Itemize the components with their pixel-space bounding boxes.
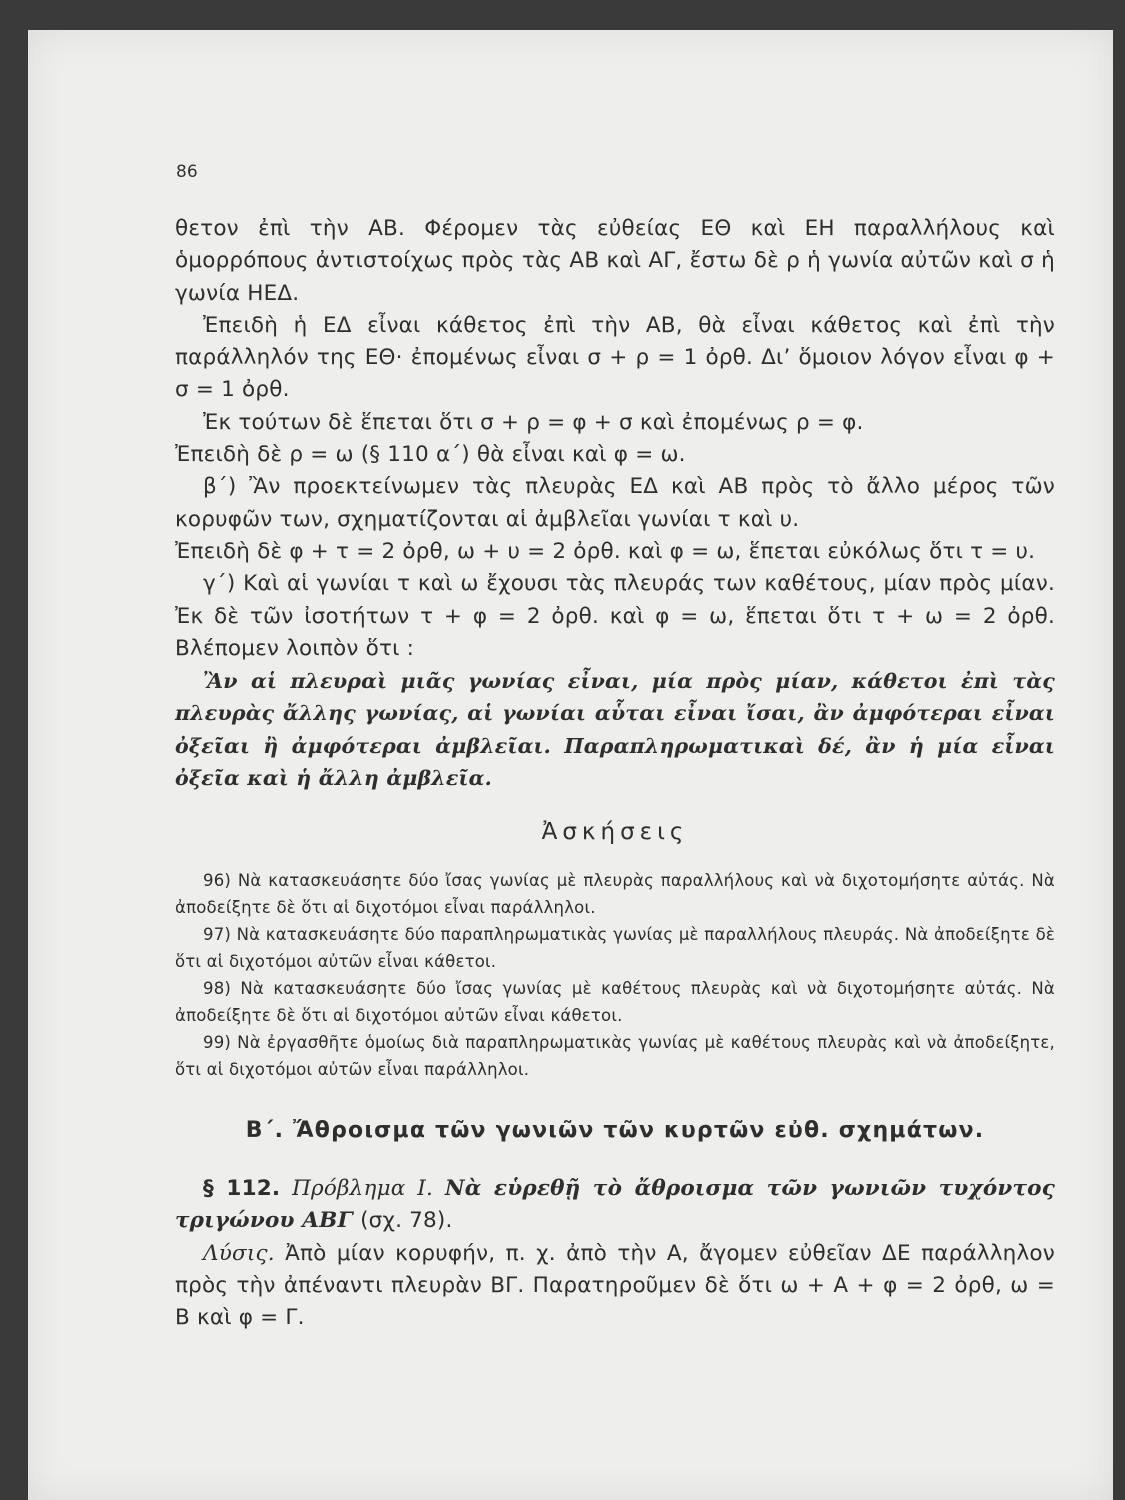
page-number: 86 — [176, 162, 198, 182]
theorem-statement: Ἂν αἱ πλευραὶ μιᾶς γωνίας εἶναι, μία πρὸς μίαν, κάθετοι ἐπὶ τὰς πλευρὰς ἄλλης γωνίας, αἱ γωνίαι αὗται εἶναι ἴσαι, ἂν ἀμφότεραι εἶναι ὀξεῖαι ἢ ἀμφότεραι ἀμβλεῖαι. Παραπληρωματικαὶ δέ, ἂν ἡ μία εἶναι ὀξεῖα καὶ ἡ ἄλλη ἀμβλεῖα. — [175, 669, 1055, 791]
exercise-item: 98) Νὰ κατασκευάσητε δύο ἴσας γωνίας μὲ καθέτους πλευρὰς καὶ νὰ διχοτομήσητε αὐτάς. Νὰ ἀποδείξητε δὲ ὅτι αἱ διχοτόμοι αὐτῶν εἶναι κάθετοι. — [175, 978, 1055, 1025]
paragraph: Ἐκ τούτων δὲ ἕπεται ὅτι σ + ρ = φ + σ καὶ ἐπομένως ρ = φ. — [203, 409, 864, 435]
book-page — [28, 30, 1113, 1500]
section-title: Β΄. Ἄθροισμα τῶν γωνιῶν τῶν κυρτῶν εὐθ. σχημάτων. — [245, 1117, 985, 1143]
problem-statement — [175, 1173, 1055, 1238]
solution-text: Ἀπὸ μίαν κορυφήν, π. χ. ἀπὸ τὴν Α, ἄγομεν εὐθεῖαν ΔΕ παράλληλον πρὸς τὴν ἀπέναντι πλευρὰν ΒΓ. Παρατηροῦμεν δὲ ὅτι ω + Α + φ = 2 ὀρθ, ω = Β καὶ φ = Γ. — [175, 1240, 1055, 1331]
solution-label: Λύσις. — [203, 1240, 275, 1266]
problem-text: Νὰ εὑρεθῇ τὸ ἄθροισμα τῶν γωνιῶν τυχόντος τριγώνου ΑΒΓ — [175, 1175, 1055, 1234]
exercise-item: 96) Νὰ κατασκευάσητε δύο ἴσας γωνίας μὲ πλευρὰς παραλλήλους καὶ νὰ διχοτομήσητε αὐτάς. Νὰ ἀποδείξητε δὲ ὅτι αἱ διχοτόμοι εἶναι παράλληλοι. — [175, 870, 1055, 917]
problem-number: § 112. — [203, 1175, 281, 1201]
exercise-item: 99) Νὰ ἐργασθῆτε ὁμοίως διὰ παραπληρωματικὰς γωνίας μὲ καθέτους πλευρὰς καὶ νὰ ἀποδείξητε, ὅτι αἱ διχοτόμοι αὐτῶν εἶναι παράλληλοι. — [175, 1032, 1055, 1079]
paragraph: Ἐπειδὴ δὲ ρ = ω (§ 110 α΄) θὰ εἶναι καὶ φ = ω. — [175, 442, 686, 468]
paragraph: Ἐπειδὴ ἡ ΕΔ εἶναι κάθετος ἐπὶ τὴν ΑΒ, θὰ εἶναι κάθετος καὶ ἐπὶ τὴν παράλληλόν της ΕΘ· ἐπομένως εἶναι σ + ρ = 1 ὀρθ. Δι’ ὅμοιον λόγον εἶναι φ + σ = 1 ὀρθ. — [175, 312, 1055, 403]
figure-reference: (σχ. 78). — [360, 1208, 453, 1234]
paragraph: γ΄) Καὶ αἱ γωνίαι τ καὶ ω ἔχουσι τὰς πλευράς των καθέτους, μίαν πρὸς μίαν. Ἐκ δὲ τῶν ἰσοτήτων τ + φ = 2 ὀρθ. καὶ φ = ω, ἕπεται ὅτι τ + ω = 2 ὀρθ. Βλέπομεν λοιπὸν ὅτι : — [175, 571, 1055, 661]
paragraph: θετον ἐπὶ τὴν ΑΒ. Φέρομεν τὰς εὐθείας ΕΘ καὶ ΕΗ παραλλήλους καὶ ὁμορρόπους ἀντιστοίχως πρὸς τὰς ΑΒ καὶ ΑΓ, ἔστω δὲ ρ ἡ γωνία αὐτῶν καὶ σ ἡ γωνία ΗΕΔ. — [175, 216, 1055, 306]
paragraph: Ἐπειδὴ δὲ φ + τ = 2 ὀρθ, ω + υ = 2 ὀρθ. καὶ φ = ω, ἕπεται εὐκόλως ὅτι τ = υ. — [175, 538, 1036, 564]
page-body — [175, 213, 1055, 1334]
problem-label: Πρόβλημα Ι. — [292, 1175, 434, 1201]
solution-paragraph — [175, 1238, 1055, 1335]
exercises-heading: Ἀσκήσεις — [541, 819, 689, 846]
paragraph: β΄) Ἂν προεκτείνωμεν τὰς πλευρὰς ΕΔ καὶ ΑΒ πρὸς τὸ ἄλλο μέρος τῶν κορυφῶν των, σχηματίζονται αἱ ἀμβλεῖαι γωνίαι τ καὶ υ. — [175, 474, 1055, 532]
exercise-item: 97) Νὰ κατασκευάσητε δύο παραπληρωματικὰς γωνίας μὲ παραλλήλους πλευράς. Νὰ ἀποδείξητε δὲ ὅτι αἱ διχοτόμοι αὐτῶν εἶναι κάθετοι. — [175, 924, 1055, 971]
